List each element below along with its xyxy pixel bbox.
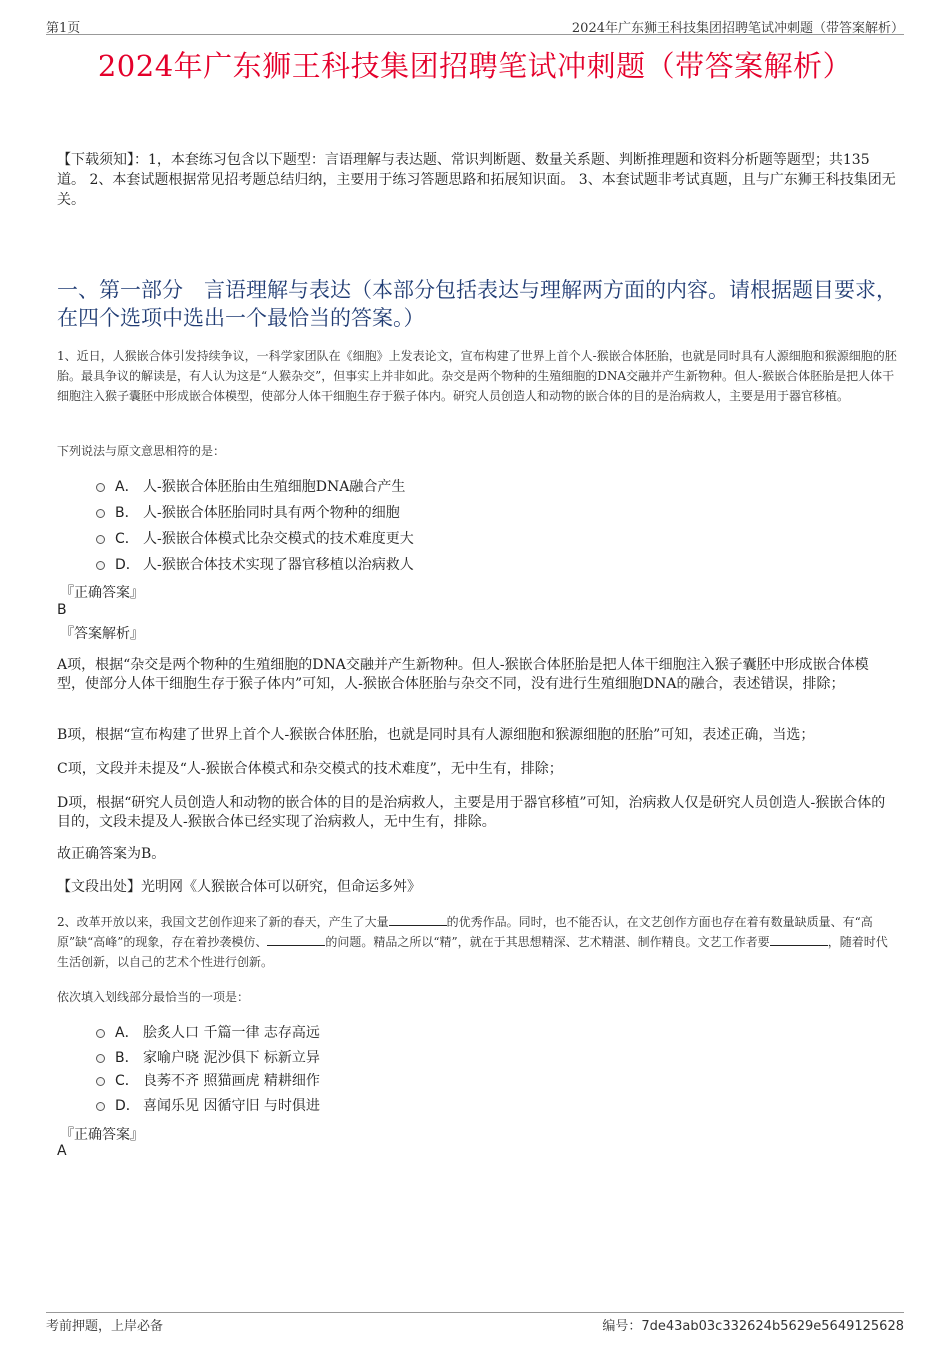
blank-2 bbox=[267, 934, 325, 946]
header-page-label: 第1页 bbox=[46, 21, 81, 36]
q1-option-c[interactable]: C． 人-猴嵌合体模式比杂交模式的技术难度更大 bbox=[96, 528, 414, 548]
q1-conclusion: 故正确答案为B。 bbox=[57, 846, 166, 862]
q1-answer: B bbox=[57, 602, 67, 618]
radio-icon[interactable] bbox=[96, 1102, 105, 1111]
q1-analysis-label: 『答案解析』 bbox=[60, 626, 144, 642]
q1-source: 【文段出处】光明网《人猴嵌合体可以研究，但命运多舛》 bbox=[57, 879, 421, 895]
question-1-prompt: 下列说法与原文意思相符的是： bbox=[57, 444, 226, 458]
radio-icon[interactable] bbox=[96, 1054, 105, 1063]
blank-3 bbox=[770, 934, 828, 946]
radio-icon[interactable] bbox=[96, 483, 105, 492]
header-doc-title: 2024年广东狮王科技集团招聘笔试冲刺题（带答案解析） bbox=[571, 21, 904, 36]
download-notice: 【下载须知】：1，本套练习包含以下题型：言语理解与表达题、常识判断题、数量关系题、判断推理题和资料分析题等题型；共135道。 2、本套试题根据常见招考题总结归纳，主要用于练习答题思路和拓展知识面。 3、本套试题非考试真题，且与广东狮王科技集团无关。 bbox=[57, 152, 896, 208]
question-1-text: 1、近日，人猴嵌合体引发持续争议，一科学家团队在《细胞》上发表论文，宣布构建了世界上首个人-猴嵌合体胚胎，也就是同时具有人源细胞和猴源细胞的胚胎。最具争议的解读是，有人认为这是“人猴杂交”，但事实上并非如此。杂交是两个物种的生殖细胞的DNA交融并产生新物种。但人-猴嵌合体胚胎是把人体干细胞注入猴子囊胚中形成嵌合体模型，使部分人体干细胞生存于猴子体内。研究人员创造人和动物的嵌合体的目的是治病救人，主要是用于器官移植。 bbox=[57, 349, 897, 403]
q2-answer: A bbox=[57, 1143, 67, 1159]
q2-answer-label: 『正确答案』 bbox=[60, 1127, 144, 1143]
header-divider bbox=[46, 34, 904, 35]
q1-analysis-b: B项，根据“宣布构建了世界上首个人-猴嵌合体胚胎，也就是同时具有人源细胞和猴源细胞的胚胎”可知，表述正确，当选； bbox=[57, 727, 815, 743]
q2-option-c[interactable]: C． 良莠不齐 照猫画虎 精耕细作 bbox=[96, 1070, 320, 1090]
radio-icon[interactable] bbox=[96, 561, 105, 570]
footer-slogan: 考前押题，上岸必备 bbox=[46, 1319, 164, 1334]
section-title: 一、第一部分 言语理解与表达（本部分包括表达与理解两方面的内容。请根据题目要求，在四个选项中选出一个最恰当的答案。） bbox=[57, 278, 897, 330]
question-2-prompt: 依次填入划线部分最恰当的一项是： bbox=[57, 990, 250, 1004]
q1-analysis-a: A项，根据“杂交是两个物种的生殖细胞的DNA交融并产生新物种。但人-猴嵌合体胚胎是把人体干细胞注入猴子囊胚中形成嵌合体模型，使部分人体干细胞生存于猴子体内”可知，人-猴嵌合体胚胎与杂交不同，没有进行生殖细胞DNA的融合，表述错误，排除； bbox=[57, 657, 869, 692]
footer-code: 编号：7de43ab03c332624b5629e5649125628 bbox=[602, 1319, 904, 1334]
q2-option-b[interactable]: B． 家喻户晓 泥沙俱下 标新立异 bbox=[96, 1047, 320, 1067]
radio-icon[interactable] bbox=[96, 1077, 105, 1086]
q1-option-b[interactable]: B． 人-猴嵌合体胚胎同时具有两个物种的细胞 bbox=[96, 502, 400, 522]
q2-option-a[interactable]: A． 脍炙人口 千篇一律 志存高远 bbox=[96, 1022, 320, 1042]
q1-analysis-c: C项，文段并未提及“人-猴嵌合体模式和杂交模式的技术难度”，无中生有，排除； bbox=[57, 761, 563, 777]
q1-analysis-d: D项，根据“研究人员创造人和动物的嵌合体的目的是治病救人，主要是用于器官移植”可知，治病救人仅是研究人员创造人-猴嵌合体的目的，文段未提及人-猴嵌合体已经实现了治病救人，无中生有，排除。 bbox=[57, 795, 886, 830]
radio-icon[interactable] bbox=[96, 1029, 105, 1038]
q1-answer-label: 『正确答案』 bbox=[60, 585, 144, 601]
radio-icon[interactable] bbox=[96, 535, 105, 544]
q1-option-d[interactable]: D． 人-猴嵌合体技术实现了器官移植以治病救人 bbox=[96, 554, 414, 574]
q1-option-a[interactable]: A． 人-猴嵌合体胚胎由生殖细胞DNA融合产生 bbox=[96, 476, 405, 496]
radio-icon[interactable] bbox=[96, 509, 105, 518]
question-2-text: 2、改革开放以来，我国文艺创作迎来了新的春天，产生了大量 的优秀作品。同时，也不能否认，在文艺创作方面也存在着有数量缺质量、有“高原”缺“高峰”的现象，存在着抄袭模仿、 的问题。精品之所以“精”，就在于其思想精深、艺术精湛、制作精良。文艺工作者要 ，随着时代生活创新，以自己的艺术个性进行创新。 bbox=[57, 915, 888, 969]
q2-option-d[interactable]: D． 喜闻乐见 因循守旧 与时俱进 bbox=[96, 1095, 320, 1115]
blank-1 bbox=[389, 914, 447, 926]
page-title: 2024年广东狮王科技集团招聘笔试冲刺题（带答案解析） bbox=[97, 49, 853, 83]
footer-divider bbox=[46, 1312, 904, 1313]
